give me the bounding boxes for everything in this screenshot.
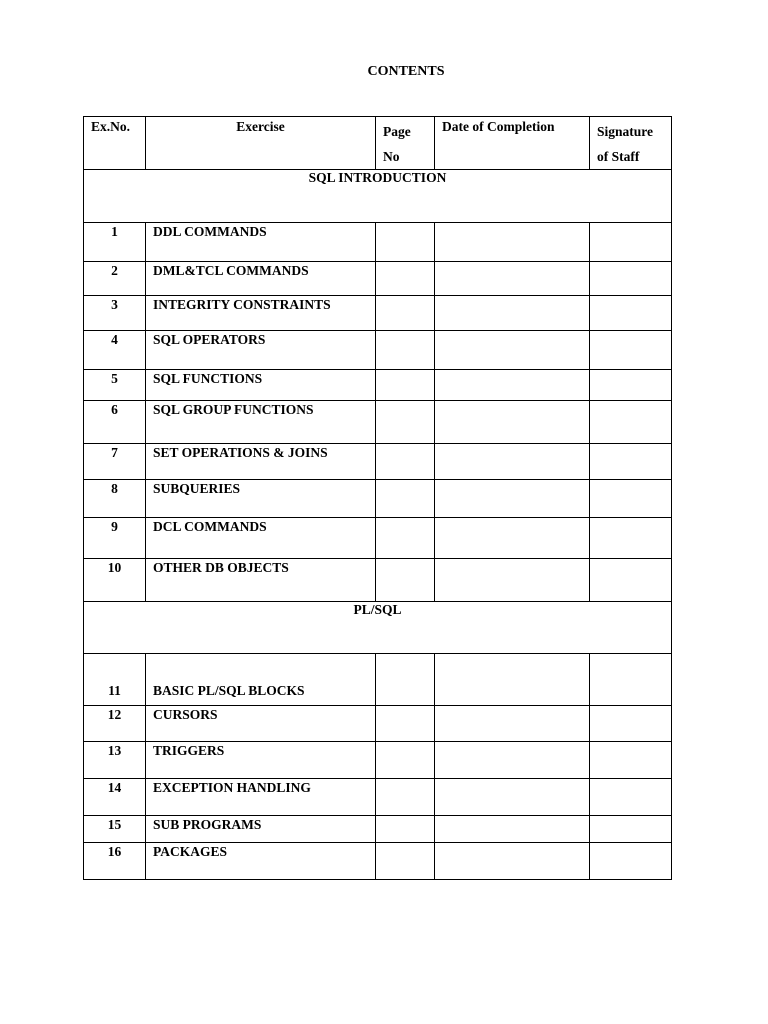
row-date-cell	[435, 742, 590, 779]
row-date-cell	[435, 444, 590, 480]
row-date-cell	[435, 706, 590, 742]
header-signature-line2: of Staff	[597, 149, 640, 164]
row-page-no-cell	[376, 654, 435, 706]
row-exercise: SET OPERATIONS & JOINS	[146, 444, 376, 480]
row-signature-cell	[590, 706, 672, 742]
row-ex-no: 9	[84, 518, 146, 559]
row-signature-cell	[590, 370, 672, 401]
row-signature-cell	[590, 480, 672, 518]
section-row-sql-introduction	[84, 170, 672, 223]
row-date-cell	[435, 262, 590, 296]
row-ex-no: 11	[84, 654, 146, 706]
table-row	[84, 444, 672, 480]
header-page-no-line2: No	[383, 149, 400, 164]
row-date-cell	[435, 370, 590, 401]
section-row-plsql	[84, 602, 672, 654]
row-signature-cell	[590, 223, 672, 262]
row-page-no-cell	[376, 816, 435, 843]
row-signature-cell	[590, 843, 672, 880]
row-exercise: EXCEPTION HANDLING	[146, 779, 376, 816]
row-page-no-cell	[376, 331, 435, 370]
header-signature-line1: Signature	[597, 124, 654, 139]
section-title-sql-introduction: SQL INTRODUCTION	[84, 170, 672, 223]
table-row	[84, 843, 672, 880]
row-date-cell	[435, 296, 590, 331]
contents-table	[83, 116, 672, 880]
row-signature-cell	[590, 262, 672, 296]
row-page-no-cell	[376, 843, 435, 880]
row-page-no-cell	[376, 779, 435, 816]
row-ex-no: 7	[84, 444, 146, 480]
section-title-plsql: PL/SQL	[84, 602, 672, 654]
row-exercise: SQL GROUP FUNCTIONS	[146, 401, 376, 444]
row-date-cell	[435, 843, 590, 880]
row-ex-no: 1	[84, 223, 146, 262]
row-signature-cell	[590, 654, 672, 706]
row-signature-cell	[590, 559, 672, 602]
row-ex-no: 6	[84, 401, 146, 444]
row-page-no-cell	[376, 518, 435, 559]
header-page-no	[376, 117, 435, 170]
table-row	[84, 262, 672, 296]
header-page-no-line1: Page	[383, 124, 411, 139]
row-date-cell	[435, 816, 590, 843]
row-exercise: TRIGGERS	[146, 742, 376, 779]
row-signature-cell	[590, 296, 672, 331]
table-row	[84, 401, 672, 444]
row-signature-cell	[590, 401, 672, 444]
page-title: CONTENTS	[367, 64, 445, 79]
row-ex-no: 5	[84, 370, 146, 401]
row-exercise: SUBQUERIES	[146, 480, 376, 518]
row-exercise: DML&TCL COMMANDS	[146, 262, 376, 296]
row-signature-cell	[590, 444, 672, 480]
row-date-cell	[435, 779, 590, 816]
row-signature-cell	[590, 779, 672, 816]
table-row	[84, 654, 672, 706]
table-row	[84, 559, 672, 602]
row-exercise: DDL COMMANDS	[146, 223, 376, 262]
table-row	[84, 518, 672, 559]
table-row	[84, 742, 672, 779]
row-exercise: OTHER DB OBJECTS	[146, 559, 376, 602]
row-ex-no: 10	[84, 559, 146, 602]
header-signature	[590, 117, 672, 170]
row-ex-no: 15	[84, 816, 146, 843]
row-page-no-cell	[376, 262, 435, 296]
header-date-of-completion: Date of Completion	[435, 117, 590, 170]
table-row	[84, 706, 672, 742]
table-row	[84, 331, 672, 370]
row-exercise: PACKAGES	[146, 843, 376, 880]
header-ex-no: Ex.No.	[84, 117, 146, 170]
row-page-no-cell	[376, 480, 435, 518]
row-date-cell	[435, 331, 590, 370]
row-ex-no: 13	[84, 742, 146, 779]
row-signature-cell	[590, 742, 672, 779]
row-exercise: CURSORS	[146, 706, 376, 742]
table-row	[84, 816, 672, 843]
row-ex-no: 14	[84, 779, 146, 816]
row-exercise: INTEGRITY CONSTRAINTS	[146, 296, 376, 331]
row-ex-no: 2	[84, 262, 146, 296]
table-row	[84, 480, 672, 518]
row-exercise: BASIC PL/SQL BLOCKS	[146, 654, 376, 706]
row-exercise: SQL FUNCTIONS	[146, 370, 376, 401]
table-row	[84, 223, 672, 262]
row-page-no-cell	[376, 296, 435, 331]
row-date-cell	[435, 654, 590, 706]
row-ex-no: 12	[84, 706, 146, 742]
table-row	[84, 779, 672, 816]
row-date-cell	[435, 401, 590, 444]
table-row	[84, 296, 672, 331]
row-ex-no: 16	[84, 843, 146, 880]
row-page-no-cell	[376, 370, 435, 401]
row-date-cell	[435, 480, 590, 518]
row-date-cell	[435, 223, 590, 262]
row-signature-cell	[590, 331, 672, 370]
row-signature-cell	[590, 518, 672, 559]
row-date-cell	[435, 518, 590, 559]
row-date-cell	[435, 559, 590, 602]
row-page-no-cell	[376, 742, 435, 779]
row-page-no-cell	[376, 444, 435, 480]
row-ex-no: 3	[84, 296, 146, 331]
row-exercise: SUB PROGRAMS	[146, 816, 376, 843]
table-row	[84, 370, 672, 401]
row-exercise: DCL COMMANDS	[146, 518, 376, 559]
row-page-no-cell	[376, 223, 435, 262]
row-ex-no: 4	[84, 331, 146, 370]
row-page-no-cell	[376, 559, 435, 602]
header-exercise: Exercise	[146, 117, 376, 170]
row-exercise: SQL OPERATORS	[146, 331, 376, 370]
row-page-no-cell	[376, 401, 435, 444]
table-header-row	[84, 117, 672, 170]
row-page-no-cell	[376, 706, 435, 742]
row-signature-cell	[590, 816, 672, 843]
row-ex-no: 8	[84, 480, 146, 518]
